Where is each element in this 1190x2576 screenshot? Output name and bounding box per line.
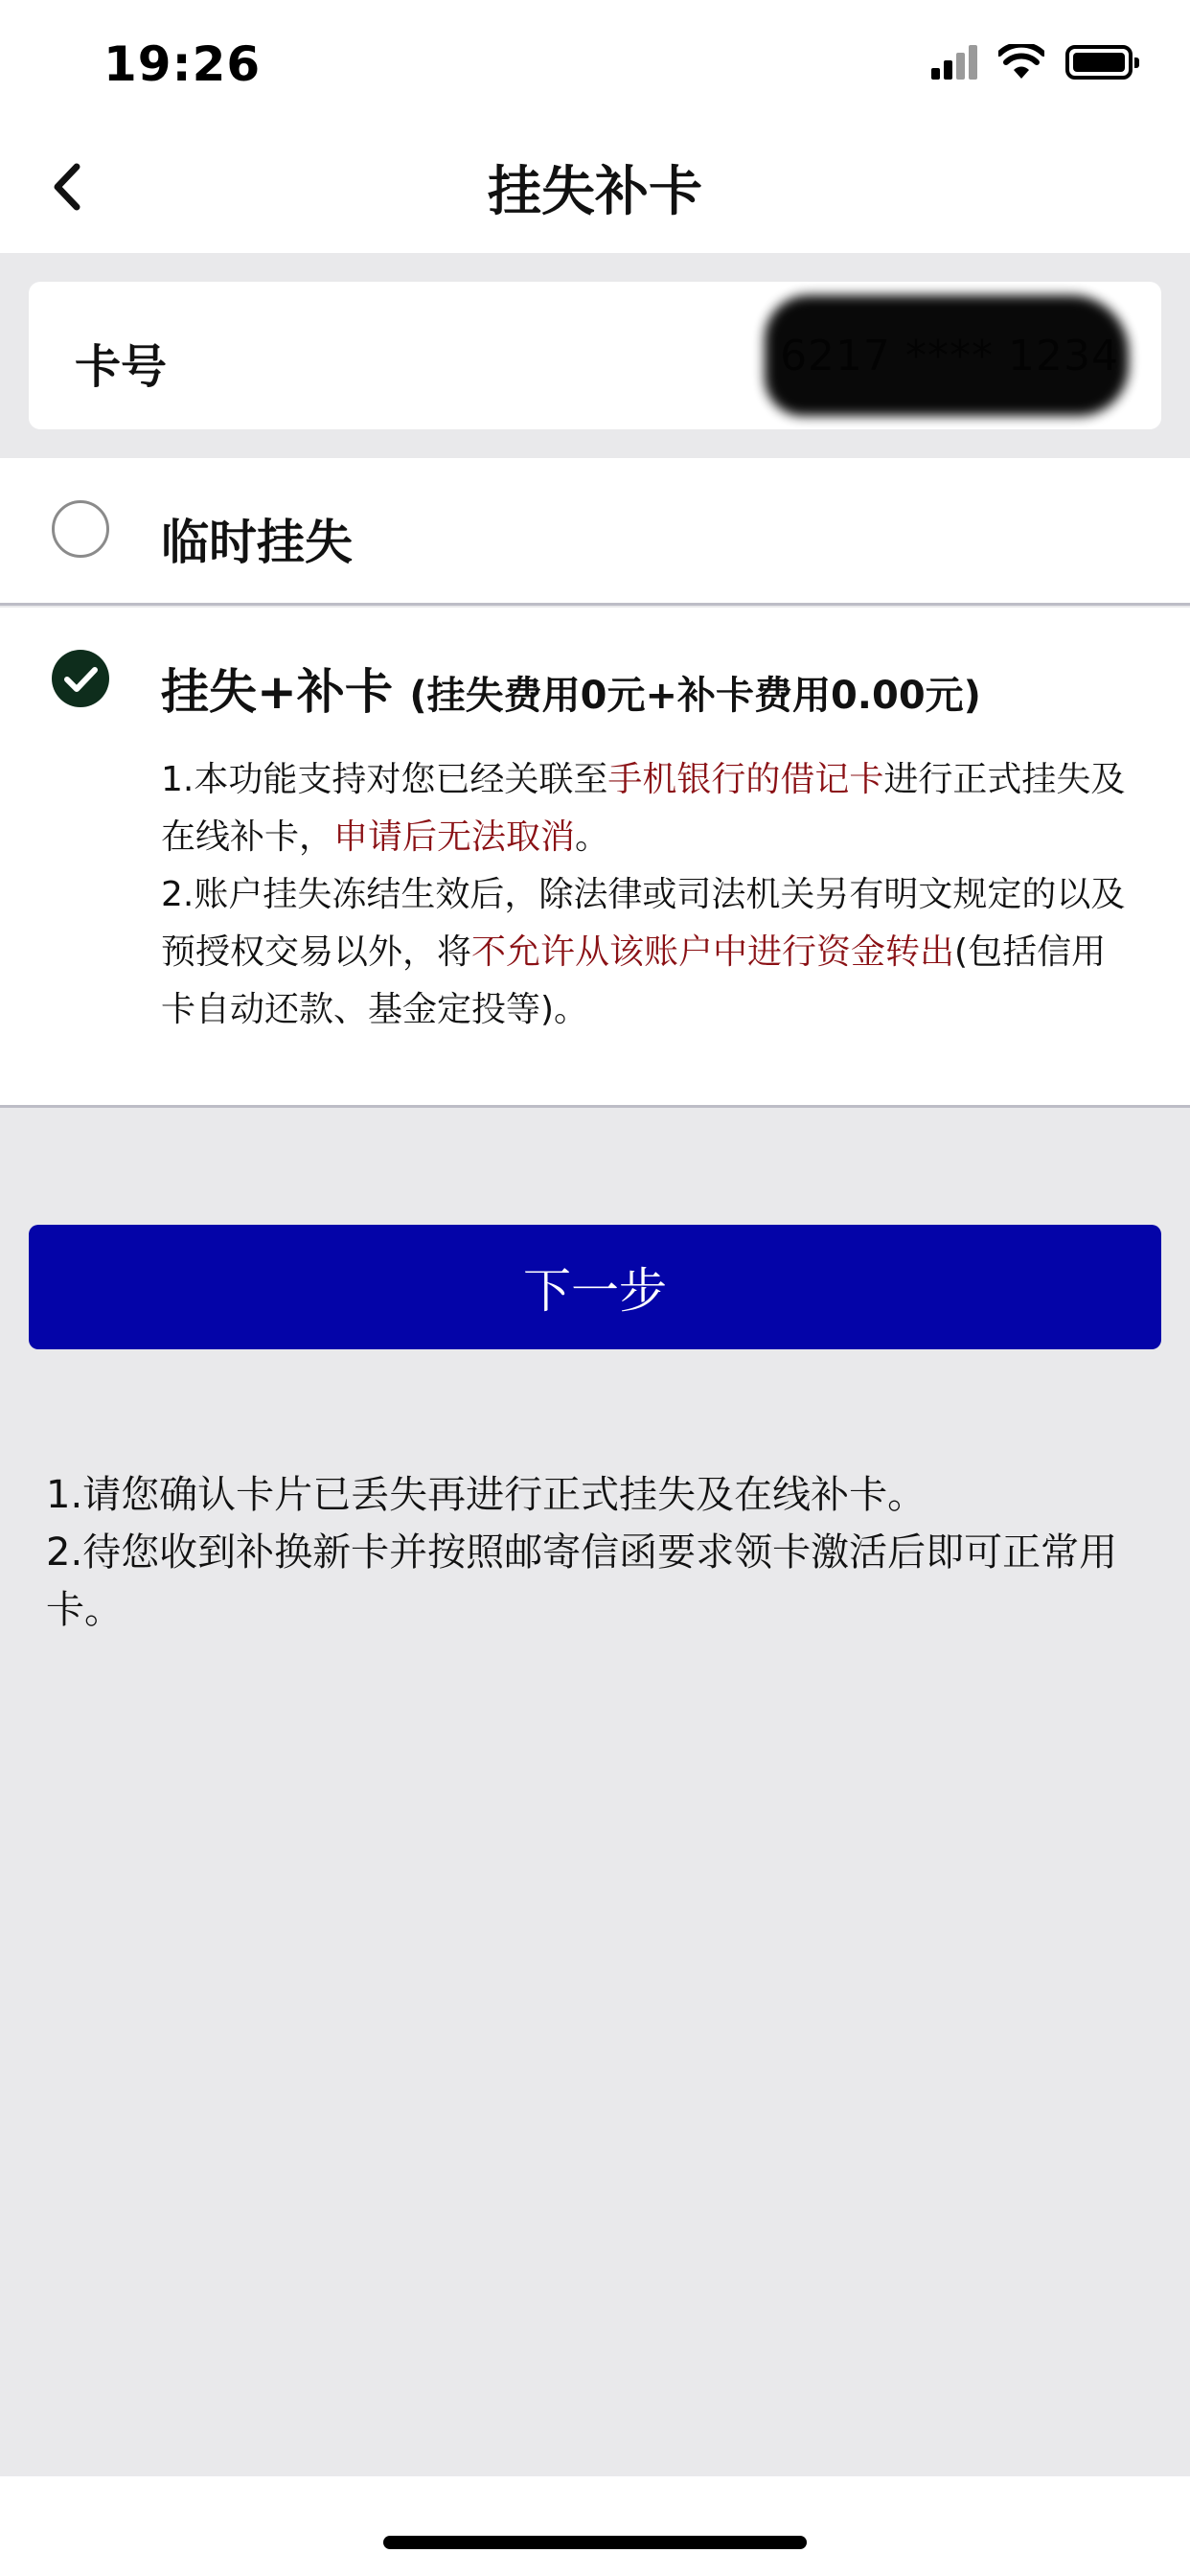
wifi-icon (998, 44, 1044, 80)
home-indicator[interactable] (383, 2536, 807, 2549)
desc-highlight: 申请后无法取消 (333, 817, 576, 857)
desc-text: 。 (575, 817, 610, 857)
option-replace-label: 挂失+补卡 (161, 664, 393, 720)
card-number-label: 卡号 (75, 340, 168, 394)
checkmark-icon (52, 650, 109, 707)
card-number-row (29, 282, 1161, 429)
desc-paragraph-1 (161, 751, 1129, 866)
battery-icon (1065, 45, 1133, 80)
bottom-bar (0, 2476, 1190, 2576)
status-time: 19:26 (103, 36, 262, 92)
header (0, 0, 1190, 253)
page-title: 挂失补卡 (488, 161, 702, 223)
status-icons (931, 42, 1133, 82)
option-replace-description (161, 751, 1129, 1039)
option-loss-and-replace[interactable] (0, 608, 1190, 1108)
notes (46, 1466, 1157, 1639)
redaction-mask (765, 295, 1129, 416)
option-replace-title (161, 654, 981, 723)
option-temporary-label: 临时挂失 (161, 515, 353, 570)
radio-unchecked-icon[interactable] (52, 500, 109, 558)
next-step-button[interactable]: 下一步 (29, 1225, 1161, 1349)
desc-highlight: 不允许从该账户中进行资金转出 (471, 932, 955, 972)
desc-text: 进行正式挂失及在线补卡， (161, 760, 1126, 857)
option-temporary-loss[interactable] (0, 458, 1190, 606)
desc-text: 2.账户挂失冻结生效后，除法律或司法机关另有明文规定的以及预授权交易以外，将 (161, 875, 1126, 972)
desc-paragraph-2 (161, 866, 1129, 1039)
desc-text: (包括信用卡自动还款、基金定投等)。 (161, 932, 1107, 1029)
radio-checked-icon[interactable] (52, 650, 109, 707)
desc-text: 1.本功能支持对您已经关联至 (161, 760, 608, 799)
note-line-2: 2.待您收到补换新卡并按照邮寄信函要求领卡激活后即可正常用卡。 (46, 1530, 1118, 1632)
desc-highlight: 手机银行的借记卡 (607, 760, 884, 799)
note-line-1: 1.请您确认卡片已丢失再进行正式挂失及在线补卡。 (46, 1473, 927, 1517)
fee-note: (挂失费用0元+补卡费用0.00元) (409, 674, 981, 718)
cellular-signal-icon (931, 45, 977, 80)
